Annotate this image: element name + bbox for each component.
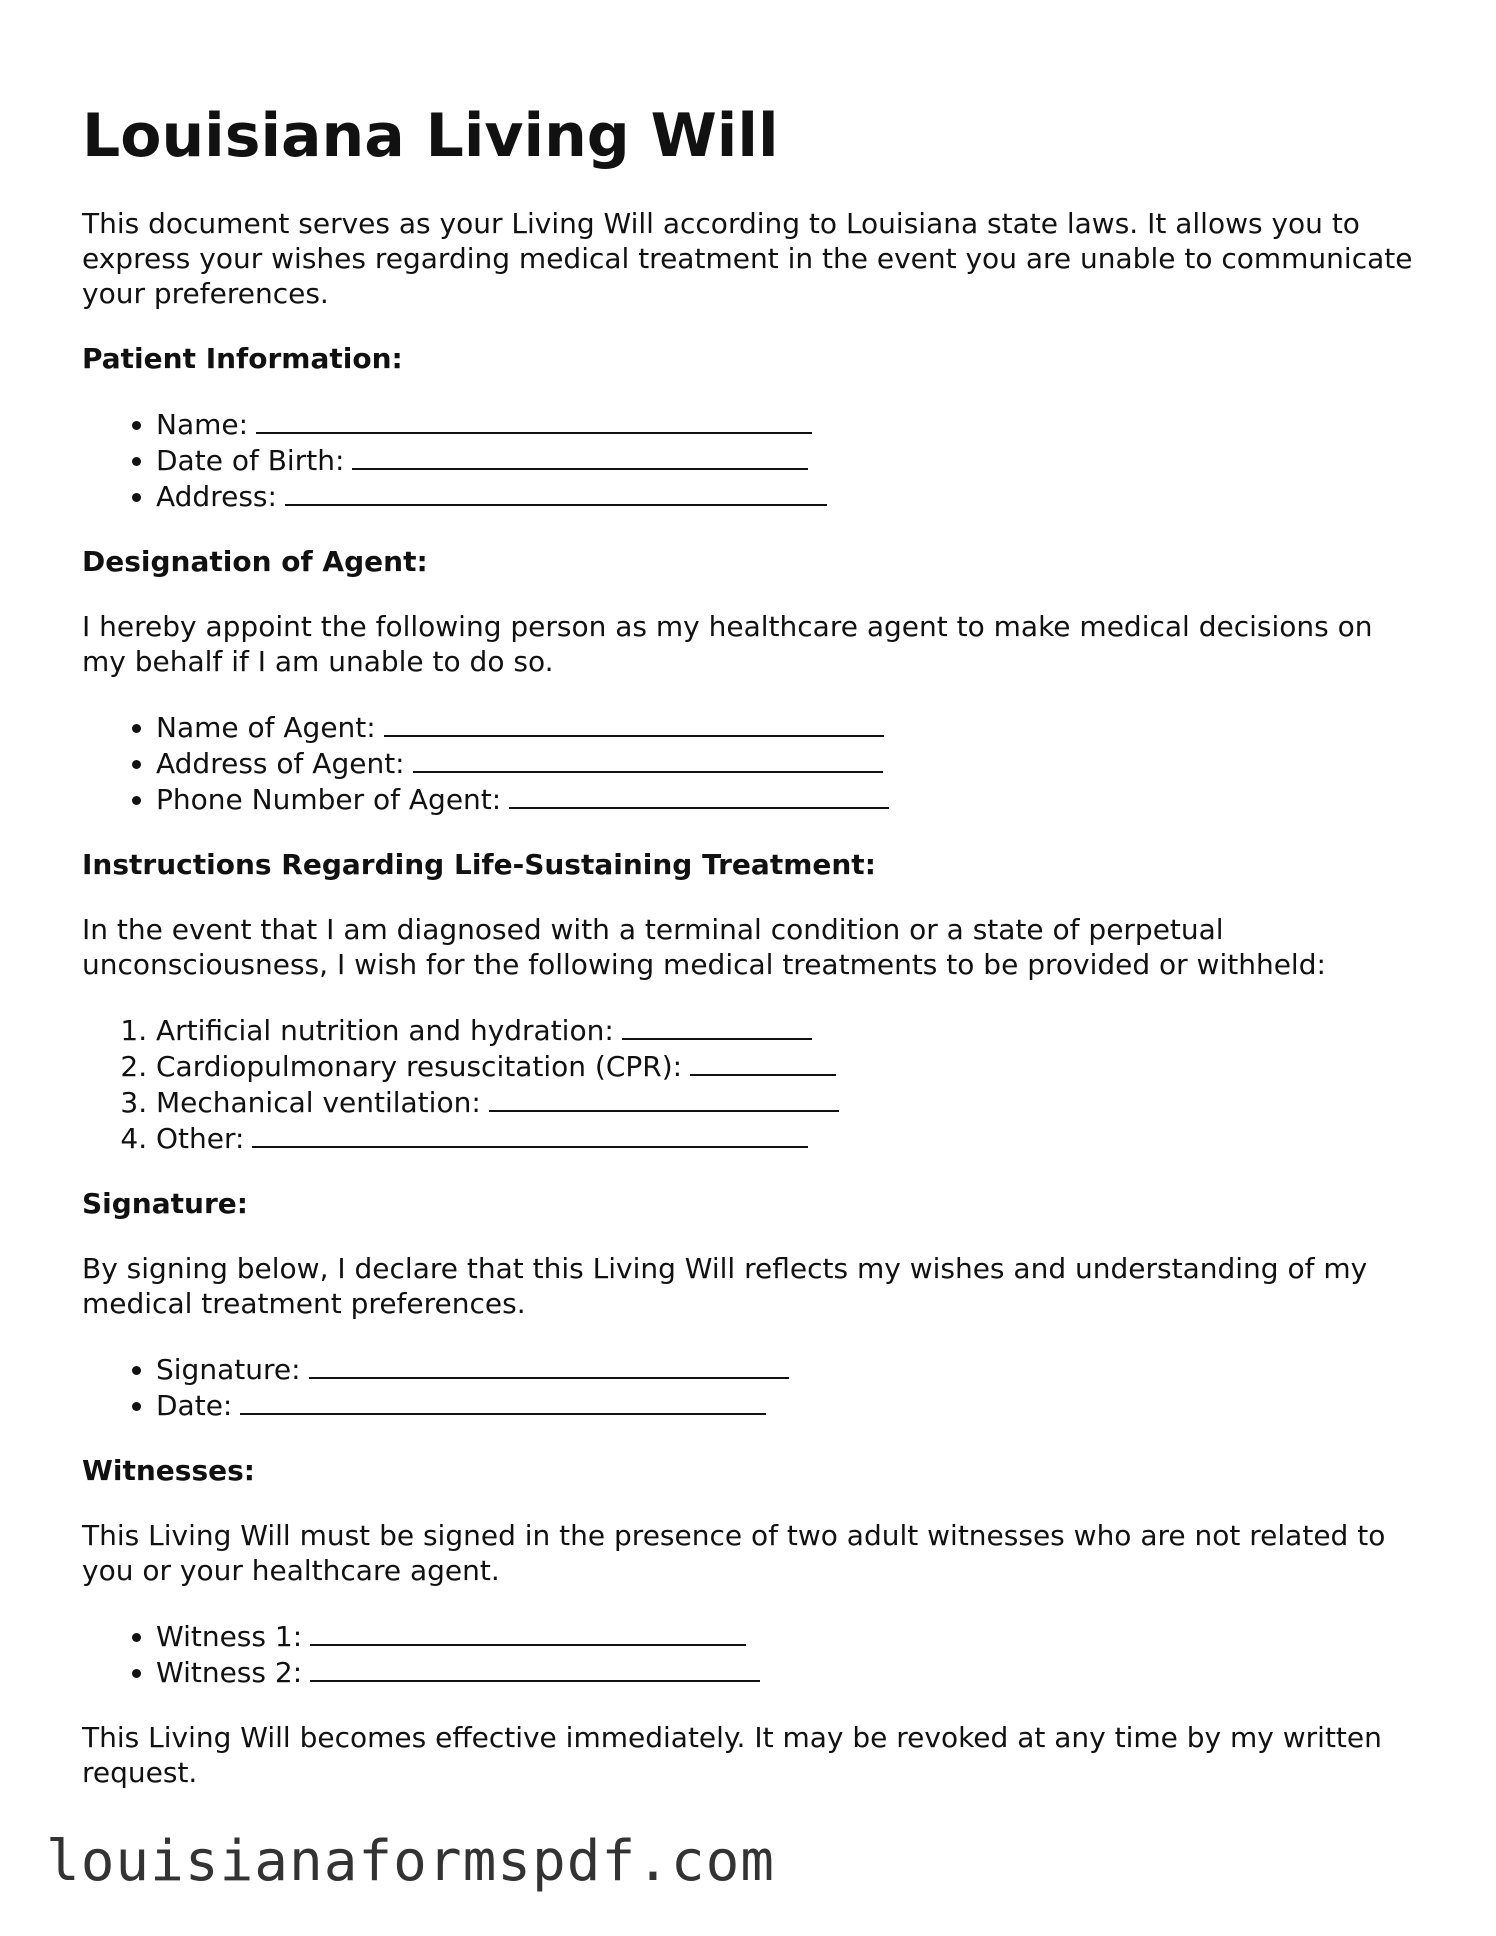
signature-field: • Signature: [156,1351,1422,1387]
agent-name-field: • Name of Agent: [156,709,1422,745]
treatment-paragraph: In the event that I am diagnosed with a terminal condition or a state of perpetual unconsciousness, I wish for the following medical treatments to be provided or withheld: [82,913,1326,981]
blank-line[interactable] [240,1387,766,1415]
treatment-item: 2. Cardiopulmonary resuscitation (CPR): [156,1048,1422,1084]
blank-line[interactable] [622,1012,812,1040]
witness-fields [82,1618,1422,1690]
document-page [82,100,1422,1820]
intro-paragraph: This document serves as your Living Will according to Louisiana state laws. It allows you to express your wishes regarding medical treatment in the event you are unable to communicate your preferences. [82,207,1413,310]
blank-line[interactable] [285,478,827,506]
treatment-item: 3. Mechanical ventilation: [156,1084,1422,1120]
watermark: louisianaformspdf.com [46,1829,776,1894]
agent-paragraph: I hereby appoint the following person as my healthcare agent to make medical decisions on my behalf if I am unable to do so. [82,610,1373,678]
patient-dob-field: • Date of Birth: [156,442,1422,478]
patient-name-field: • Name: [156,406,1422,442]
blank-line[interactable] [252,1120,808,1148]
treatment-heading: Instructions Regarding Life-Sustaining Treatment: [82,848,876,881]
blank-line[interactable] [384,709,884,737]
blank-line[interactable] [690,1048,836,1076]
blank-line[interactable] [256,406,812,434]
signature-heading: Signature: [82,1187,248,1220]
blank-line[interactable] [309,1351,789,1379]
blank-line[interactable] [352,442,808,470]
patient-heading: Patient Information: [82,342,403,375]
blank-line[interactable] [509,781,889,809]
agent-address-field: • Address of Agent: [156,745,1422,781]
treatment-item: 4. Other: [156,1120,1422,1156]
date-field: • Date: [156,1387,1422,1423]
blank-line[interactable] [489,1084,839,1112]
closing-paragraph: This Living Will becomes effective immediately. It may be revoked at any time by my written request. [82,1721,1382,1789]
agent-fields [82,709,1422,817]
witnesses-paragraph: This Living Will must be signed in the presence of two adult witnesses who are not related to you or your healthcare agent. [82,1519,1386,1587]
witness-2-field: • Witness 2: [156,1654,1422,1690]
page-title: Louisiana Living Will [82,101,779,171]
treatment-items [82,1012,1422,1156]
patient-address-field: • Address: [156,478,1422,514]
blank-line[interactable] [310,1618,746,1646]
signature-paragraph: By signing below, I declare that this Living Will reflects my wishes and understanding of my medical treatment preferences. [82,1252,1368,1320]
agent-heading: Designation of Agent: [82,545,428,578]
blank-line[interactable] [310,1654,760,1682]
signature-fields [82,1351,1422,1423]
blank-line[interactable] [413,745,883,773]
agent-phone-field: • Phone Number of Agent: [156,781,1422,817]
treatment-item: 1. Artificial nutrition and hydration: [156,1012,1422,1048]
patient-fields [82,406,1422,514]
witness-1-field: • Witness 1: [156,1618,1422,1654]
witnesses-heading: Witnesses: [82,1454,255,1487]
